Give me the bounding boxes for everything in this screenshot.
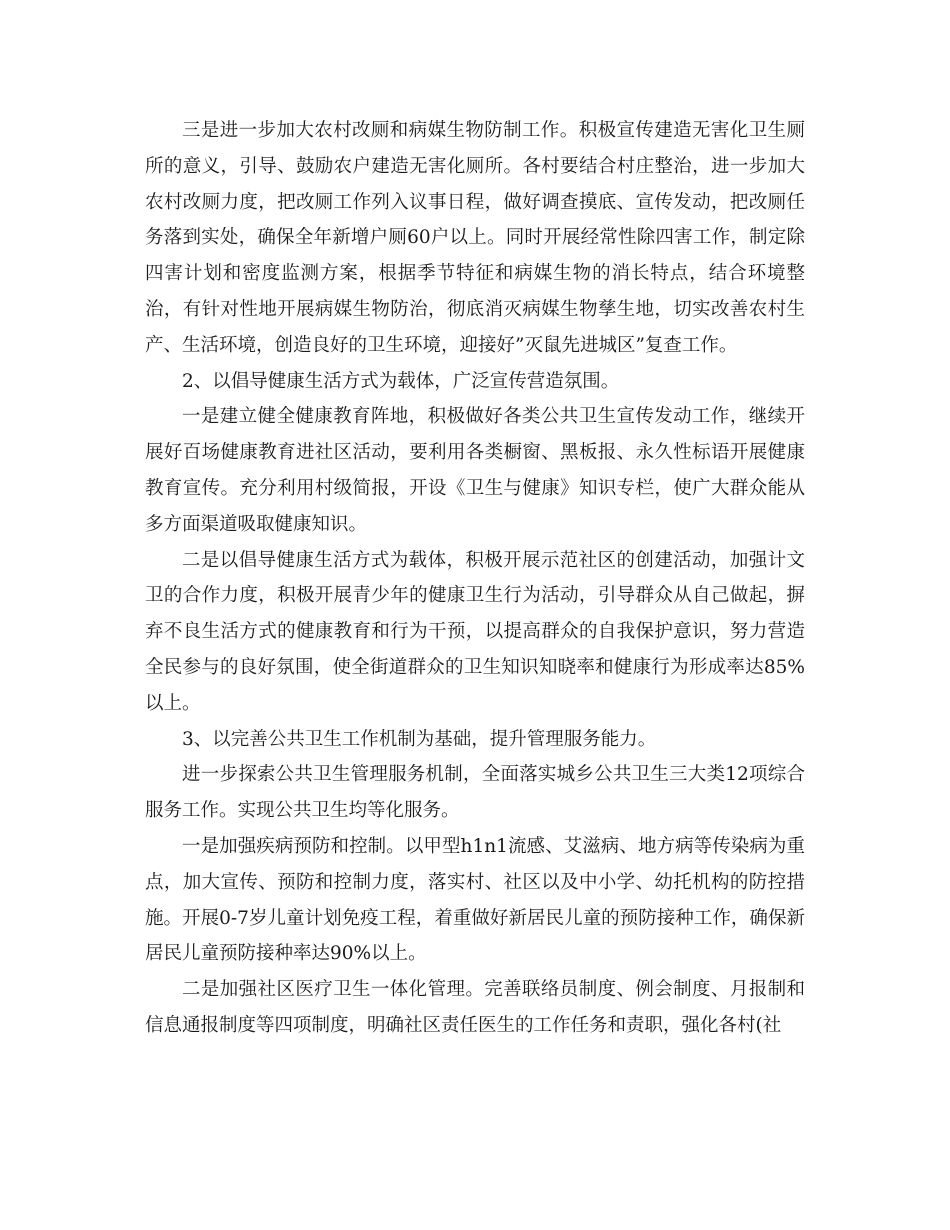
paragraph-community-medical-management: 二是加强社区医疗卫生一体化管理。完善联络员制度、例会制度、月报制和信息通报制度等四项制度，明确社区责任医生的工作任务和责职，强化各村(社 [145,979,805,1036]
paragraph-model-community: 二是以倡导健康生活方式为载体，积极开展示范社区的创建活动，加强计文卫的合作力度，积极开展青少年的健康卫生行为活动，引导群众从自己做起，摒弃不良生活方式的健康教育和行为干预，以提高群众的自我保护意识，努力营造全民参与的良好氛围，使全街道群众的卫生知识知晓率和健康行为形成率达85%以上。 [145,549,805,714]
paragraph-health-education: 一是建立健全健康教育阵地，积极做好各类公共卫生宣传发动工作，继续开展好百场健康教育进社区活动，要利用各类橱窗、黑板报、永久性标语开展健康教育宣传。充分利用村级简报，开设《卫生与健康》知识专栏，使广大群众能从多方面渠道吸取健康知识。 [145,406,805,535]
paragraph-disease-prevention: 一是加强疾病预防和控制。以甲型h1n1流感、艾滋病、地方病等传染病为重点，加大宣传、预防和控制力度，落实村、社区以及中小学、幼托机构的防控措施。开展0-7岁儿童计划免疫工程，着重做好新居民儿童的预防接种工作，确保新居民儿童预防接种率达90%以上。 [145,835,805,965]
section-heading-public-health-mechanism: 3、以完善公共卫生工作机制为基础，提升管理服务能力。 [182,728,657,750]
paragraph-service-mechanism: 进一步探索公共卫生管理服务机制，全面落实城乡公共卫生三大类12项综合服务工作。实现公共卫生均等化服务。 [145,764,805,822]
paragraph-toilet-and-vector-control: 三是进一步加大农村改厕和病媒生物防制工作。积极宣传建造无害化卫生厕所的意义，引导、鼓励农户建造无害化厕所。各村要结合村庄整治，进一步加大农村改厕力度，把改厕工作列入议事日程，做好调查摸底、宣传发动，把改厕任务落到实处，确保全年新增户厕60户以上。同时开展经常性除四害工作，制定除四害计划和密度监测方案，根据季节特征和病媒生物的消长特点，结合环境整治，有针对性地开展病媒生物防治，彻底消灭病媒生物孳生地，切实改善农村生产、生活环境，创造良好的卫生环境，迎接好”灭鼠先进城区”复查工作。 [145,120,805,356]
document-body [145,113,805,1044]
section-heading-healthy-lifestyle: 2、以倡导健康生活方式为载体，广泛宣传营造氛围。 [182,370,620,392]
